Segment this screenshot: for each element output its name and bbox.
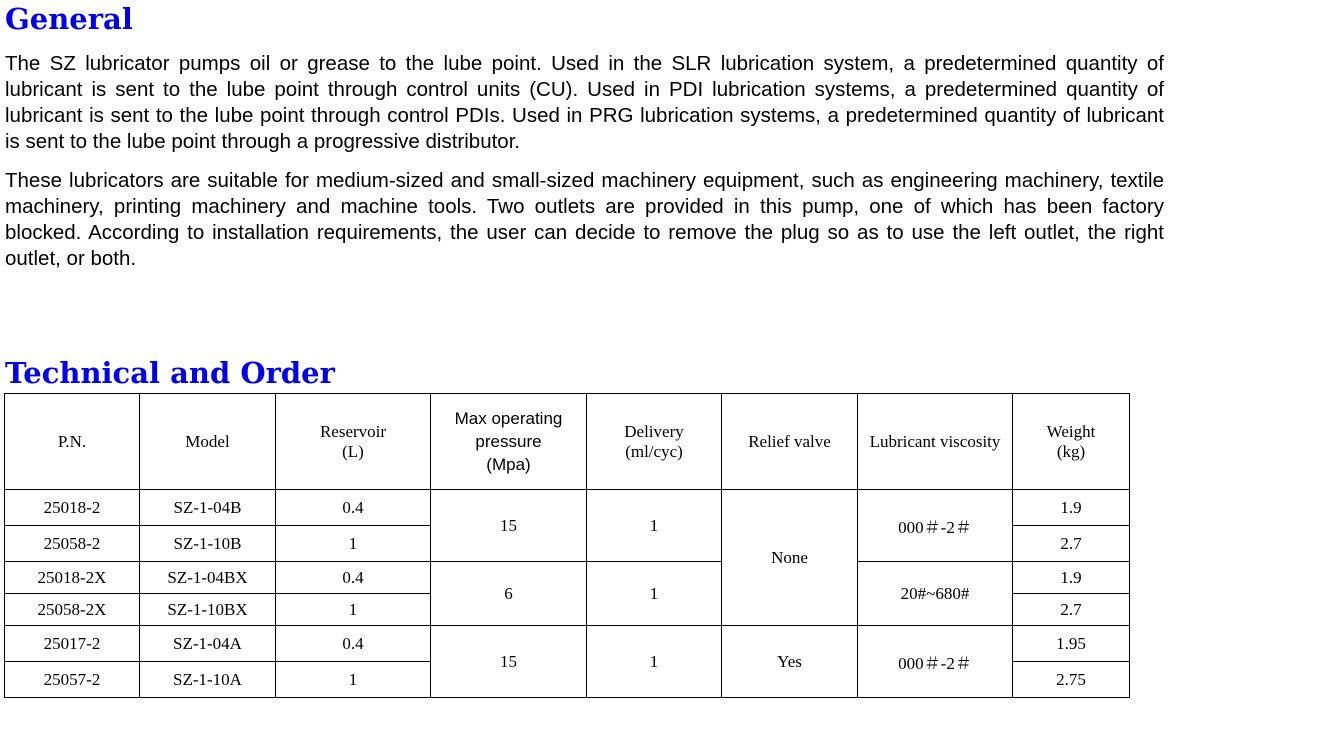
cell-reservoir: 1 <box>276 526 431 562</box>
header-weight: Weight (kg) <box>1013 394 1130 490</box>
table-row <box>5 490 1130 526</box>
cell-pn: 25058-2 <box>5 526 140 562</box>
header-delivery: Delivery (ml/cyc) <box>587 394 722 490</box>
general-paragraph-2: These lubricators are suitable for medium-sized and small-sized machinery equipment, such as engineering machinery, textile machinery, printing machinery and machine tools. Two outlets are provided in this pump, one of which has been factory blocked. According to installation requirements, the user can decide to remove the plug so as to use the left outlet, the right outlet, or both. <box>5 169 1164 270</box>
cell-viscosity: 20#~680# <box>858 562 1013 626</box>
general-heading: General <box>5 2 133 36</box>
cell-model: SZ-1-10A <box>140 662 276 698</box>
technical-order-table <box>4 393 1130 698</box>
cell-reservoir: 1 <box>276 594 431 626</box>
technical-heading: Technical and Order <box>5 356 335 390</box>
cell-relief-valve: None <box>722 490 858 626</box>
cell-weight: 2.7 <box>1013 526 1130 562</box>
cell-pressure: 6 <box>431 562 587 626</box>
cell-model: SZ-1-04A <box>140 626 276 662</box>
cell-viscosity: 000＃-2＃ <box>858 626 1013 698</box>
cell-model: SZ-1-10B <box>140 526 276 562</box>
cell-pressure: 15 <box>431 490 587 562</box>
cell-weight: 2.75 <box>1013 662 1130 698</box>
cell-reservoir: 0.4 <box>276 626 431 662</box>
header-relief-valve: Relief valve <box>722 394 858 490</box>
cell-model: SZ-1-04BX <box>140 562 276 594</box>
cell-weight: 1.9 <box>1013 562 1130 594</box>
cell-reservoir: 0.4 <box>276 490 431 526</box>
cell-pn: 25018-2 <box>5 490 140 526</box>
cell-weight: 1.95 <box>1013 626 1130 662</box>
general-paragraph-1: The SZ lubricator pumps oil or grease to the lube point. Used in the SLR lubrication system, a predetermined quantity of lubricant is sent to the lube point through control units (CU). Used in PDI lubrication systems, a predetermined quantity of lubricant is sent to the lube point through control PDIs. Used in PRG lubrication systems, a predetermined quantity of lubricant is sent to the lube point through a progressive distributor. <box>5 52 1164 153</box>
table-header-row <box>5 394 1130 490</box>
cell-delivery: 1 <box>587 490 722 562</box>
cell-model: SZ-1-10BX <box>140 594 276 626</box>
table-row <box>5 562 1130 594</box>
cell-pn: 25018-2X <box>5 562 140 594</box>
cell-viscosity: 000＃-2＃ <box>858 490 1013 562</box>
header-model: Model <box>140 394 276 490</box>
header-reservoir: Reservoir (L) <box>276 394 431 490</box>
cell-pn: 25017-2 <box>5 626 140 662</box>
cell-delivery: 1 <box>587 562 722 626</box>
cell-pn: 25058-2X <box>5 594 140 626</box>
table-row <box>5 626 1130 662</box>
cell-weight: 2.7 <box>1013 594 1130 626</box>
header-viscosity: Lubricant viscosity <box>858 394 1013 490</box>
cell-pn: 25057-2 <box>5 662 140 698</box>
cell-relief-valve: Yes <box>722 626 858 698</box>
cell-pressure: 15 <box>431 626 587 698</box>
cell-reservoir: 1 <box>276 662 431 698</box>
cell-delivery: 1 <box>587 626 722 698</box>
cell-model: SZ-1-04B <box>140 490 276 526</box>
cell-weight: 1.9 <box>1013 490 1130 526</box>
header-pn: P.N. <box>5 394 140 490</box>
cell-reservoir: 0.4 <box>276 562 431 594</box>
header-max-pressure: Max operating pressure (Mpa) <box>431 394 587 490</box>
